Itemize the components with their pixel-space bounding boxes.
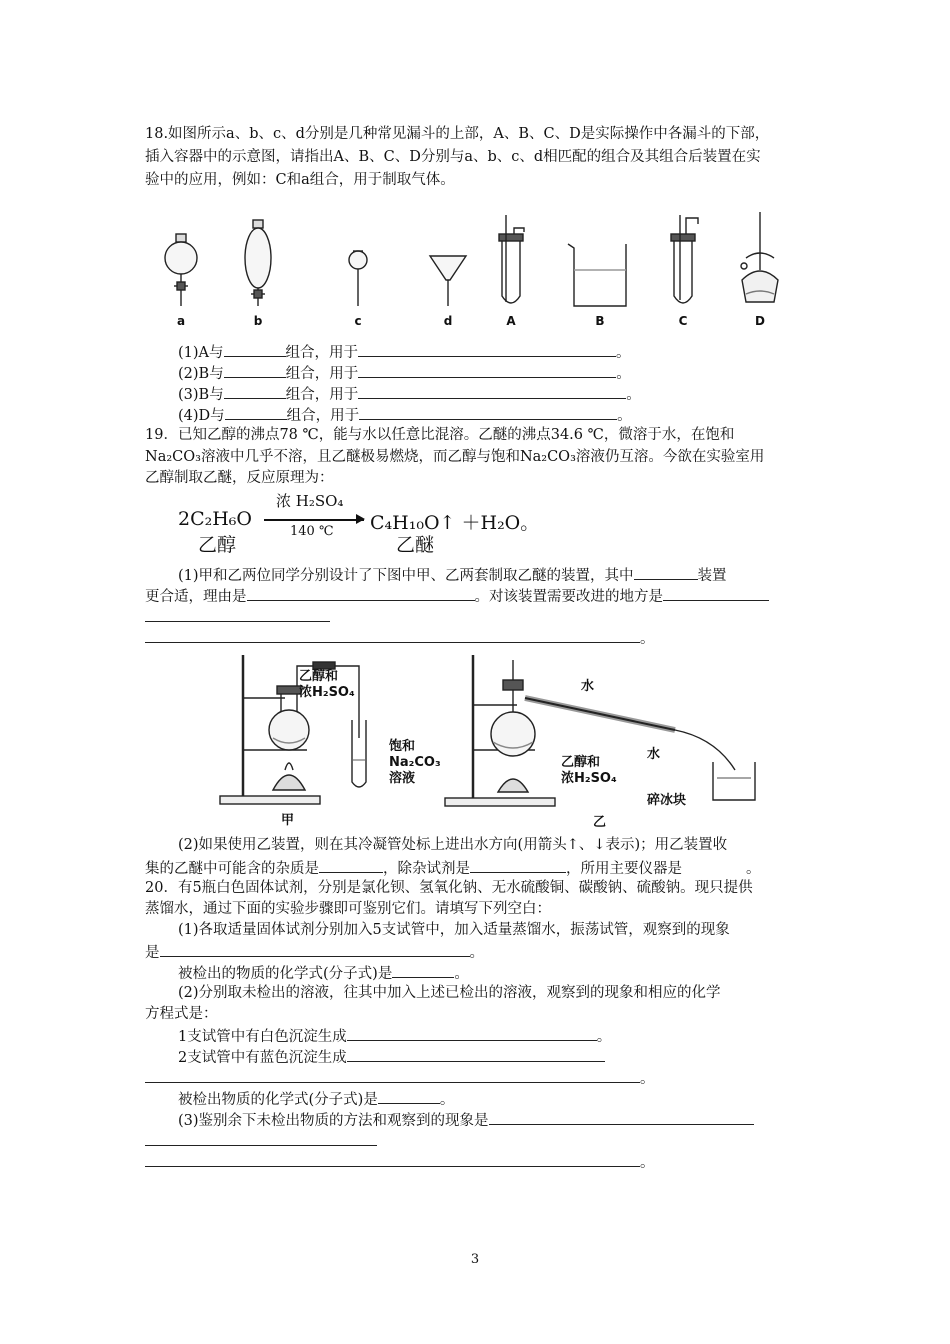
q18-item-2: (2)B与 组合，用于 。 — [178, 362, 631, 384]
q20-s2-line1: (2)分别取未检出的溶液，往其中加入上述已检出的溶液，观察到的现象和相应的化学 — [178, 985, 721, 1001]
eq-arrow-head — [356, 514, 365, 524]
jia-label-right: 饱和 — [389, 739, 416, 754]
jia-label-top: 乙醇和 — [299, 669, 339, 684]
q19-p1-line1: (1)甲和乙两位同学分别设计了下图中甲、乙两套制取乙醚的装置，其中 装置 — [178, 564, 727, 586]
q19-p2-line2: 集的乙醚中可能含的杂质是 ，除杂试剂是 ，所用主要仪器是 。 — [145, 857, 761, 879]
eq-reactant: 2C₂H₆O — [178, 508, 253, 530]
q18-item-4: (4)D与 组合，用于 。 — [178, 404, 632, 426]
q20-s2-line4: 2支试管中有蓝色沉淀生成 — [178, 1046, 605, 1068]
yi-water-top: 水 — [581, 679, 595, 694]
q18-item-3: (3)B与 组合，用于 。 — [178, 383, 641, 405]
page-number: 3 — [470, 1252, 480, 1267]
jia-label-right3: 溶液 — [389, 771, 416, 786]
q20-s2-line5: 。 — [145, 1067, 655, 1089]
jia-label-top2: 浓H₂SO₄ — [299, 685, 355, 700]
q18-item-1: (1)A与 组合，用于 。 — [178, 341, 631, 363]
label-A: A — [506, 314, 516, 328]
apparatus-C-drawing — [671, 215, 698, 303]
q19-line1: 19．已知乙醇的沸点78 ℃，能与水以任意比混溶。乙醚的沸点34.6 ℃，微溶于水，在饱和 — [145, 427, 735, 443]
q20-s1-line1: (1)各取适量固体试剂分别加入5支试管中，加入适量蒸馏水，振荡试管，观察到的现象 — [178, 922, 730, 938]
q20-s2-line6: 被检出物质的化学式(分子式)是 。 — [178, 1088, 454, 1110]
jia-label-right2: Na₂CO₃ — [389, 755, 441, 770]
label-d: d — [443, 314, 453, 328]
label-b: b — [253, 314, 263, 328]
eq-condition-bottom: 140 ℃ — [290, 524, 334, 539]
label-D: D — [755, 314, 765, 328]
eq-name-ethanol: 乙醇 — [198, 534, 237, 556]
q20-s3-line3: 。 — [145, 1151, 655, 1173]
apparatus-B-drawing — [568, 244, 626, 306]
q19-p2-line1: (2)如果使用乙装置，则在其冷凝管处标上进出水方向(用箭头↑、↓表示)；用乙装置收 — [178, 837, 728, 853]
eq-condition-top: 浓 H₂SO₄ — [276, 492, 344, 510]
label-C: C — [678, 314, 688, 328]
label-a: a — [176, 314, 186, 328]
label-c: c — [354, 314, 362, 328]
q19-line2: Na₂CO₃溶液中几乎不溶，且乙醚极易燃烧，而乙醇与饱和Na₂CO₃溶液仍互溶。今欲在实验室用 — [145, 449, 765, 465]
funnel-d-drawing — [430, 256, 466, 306]
reaction-equation — [178, 492, 598, 554]
q20-s3-line2 — [145, 1130, 377, 1152]
yi-label-mid: 乙醇和 — [561, 755, 601, 770]
funnel-c-drawing — [349, 251, 367, 306]
yi-label-ice: 碎冰块 — [647, 793, 687, 808]
q19-p1-line2: 更合适，理由是 。对该装置需要改进的地方是 — [145, 585, 769, 607]
q19-line3: 乙醇制取乙醚，反应原理为： — [145, 470, 334, 486]
label-B: B — [595, 314, 605, 328]
funnel-figure — [150, 210, 790, 335]
q20-s2-line2: 方程式是： — [145, 1006, 218, 1022]
yi-caption: 乙 — [593, 815, 607, 830]
q18-line1: 18.如图所示a、b、c、d分别是几种常见漏斗的上部，A、B、C、D是实际操作中各漏斗的下部， — [145, 126, 770, 142]
q19-p1-line3 — [145, 606, 330, 628]
jia-caption: 甲 — [281, 813, 295, 828]
apparatus-figure — [215, 650, 775, 830]
q20-s1-line3: 被检出的物质的化学式(分子式)是 。 — [178, 962, 469, 984]
q20-s2-line3: 1支试管中有白色沉淀生成 。 — [178, 1025, 611, 1047]
eq-arrow — [264, 519, 364, 521]
apparatus-jia-drawing — [220, 655, 366, 804]
yi-water-bottom: 水 — [647, 747, 661, 762]
q18-line2: 插入容器中的示意图，请指出A、B、C、D分别与a、b、c、d相匹配的组合及其组合后装置在实 — [145, 149, 761, 165]
apparatus-D-drawing — [741, 212, 778, 302]
eq-name-ether: 乙醚 — [396, 534, 435, 556]
q20-line1: 20．有5瓶白色固体试剂，分别是氯化钡、氢氧化钠、无水硫酸铜、碳酸钠、硫酸钠。现只提供 — [145, 880, 753, 896]
apparatus-A-drawing — [499, 215, 524, 303]
eq-product: C₄H₁₀O↑ ＋H₂O。 — [370, 512, 540, 534]
q20-s3-line1: (3)鉴别余下未检出物质的方法和观察到的现象是 — [178, 1109, 754, 1131]
q20-line2: 蒸馏水，通过下面的实验步骤即可鉴别它们。请填写下列空白： — [145, 901, 551, 917]
funnel-b-drawing — [245, 220, 271, 306]
q20-s1-line2: 是 。 — [145, 941, 484, 963]
yi-label-mid2: 浓H₂SO₄ — [561, 771, 617, 786]
funnel-a-drawing — [165, 234, 197, 306]
q18-line3: 验中的应用，例如：C和a组合，用于制取气体。 — [145, 172, 455, 188]
q19-p1-line4: 。 — [145, 627, 655, 649]
